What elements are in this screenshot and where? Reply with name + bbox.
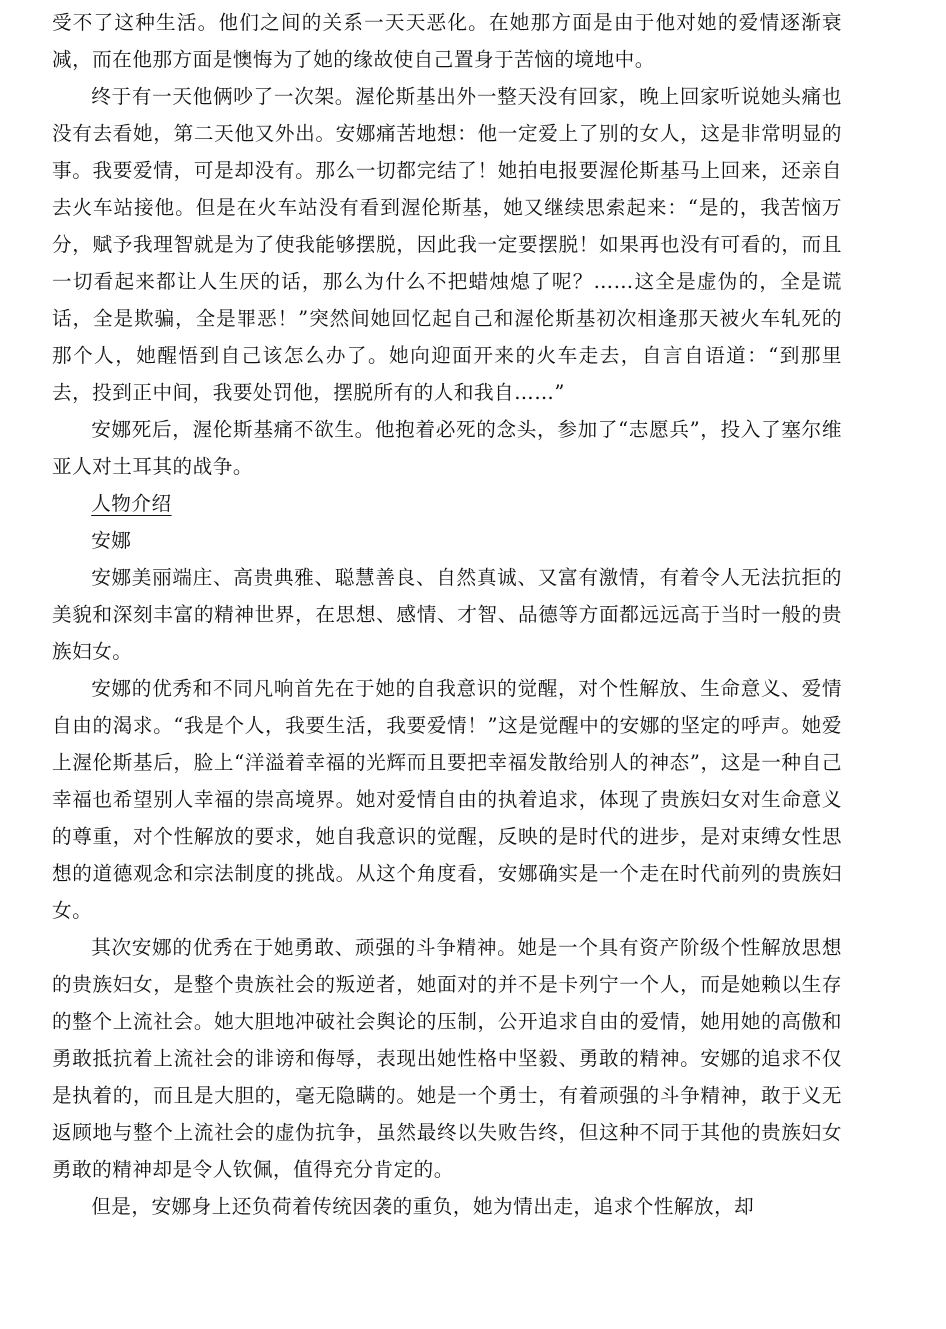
paragraph-anna-courage: 其次安娜的优秀在于她勇敢、顽强的斗争精神。她是一个具有资产阶级个性解放思想的贵族妇女，是整个贵族社会的叛逆者，她面对的并不是卡列宁一个人，而是她赖以生存的整个上流社会。她大胆地冲破社会舆论的压制，公开追求自由的爱情，她用她的高傲和勇敢抵抗着上流社会的诽谤和侮辱，表现出她性格中坚毅、勇敢的精神。安娜的追求不仅是执着的，而且是大胆的，毫无隐瞒的。她是一个勇士，有着顽强的斗争精神，敢于义无返顾地与整个上流社会的虚伪抗争，虽然最终以失败告终，但这种不同于其他的贵族妇女勇敢的精神却是令人钦佩，值得充分肯定的。	[52, 936, 842, 1181]
character-subheading: 安娜	[91, 529, 132, 552]
paragraph-continued: 受不了这种生活。他们之间的关系一天天恶化。在她那方面是由于他对她的爱情逐渐衰减，而在他那方面是懊悔为了她的缘故使自己置身于苦恼的境地中。	[52, 11, 842, 71]
section-heading	[52, 485, 842, 522]
paragraph-quarrel: 终于有一天他俩吵了一次架。渥伦斯基出外一整天没有回家，晚上回家听说她头痛也没有去看她，第二天他又外出。安娜痛苦地想：他一定爱上了别的女人，这是非常明显的事。我要爱情，可是却没有。那么一切都完结了！她拍电报要渥伦斯基马上回来，还亲自去火车站接他。但是在火车站没有看到渥伦斯基，她又继续思索起来：“是的，我苦恼万分，赋予我理智就是为了使我能够摆脱，因此我一定要摆脱！如果再也没有可看的，而且一切看起来都让人生厌的话，那么为什么不把蜡烛熄了呢？……这全是虚伪的，全是谎话，全是欺骗，全是罪恶！”突然间她回忆起自己和渥伦斯基初次相逢那天被火车轧死的那个人，她醒悟到自己该怎么办了。她向迎面开来的火车走去，自言自语道：“到那里去，投到正中间，我要处罚他，摆脱所有的人和我自……”	[52, 85, 842, 404]
document-page	[52, 4, 842, 1225]
paragraph-anna-burden: 但是，安娜身上还负荷着传统因袭的重负，她为情出走，追求个性解放，却	[91, 1195, 755, 1218]
paragraph-aftermath: 安娜死后，渥伦斯基痛不欲生。他抱着必死的念头，参加了“志愿兵”，投入了塞尔维亚人对土耳其的战争。	[52, 418, 842, 478]
section-heading-text: 人物介绍	[91, 492, 172, 515]
paragraph-anna-awakening: 安娜的优秀和不同凡响首先在于她的自我意识的觉醒，对个性解放、生命意义、爱情自由的渴求。“我是个人，我要生活，我要爱情！”这是觉醒中的安娜的坚定的呼声。她爱上渥伦斯基后，脸上“洋溢着幸福的光辉而且要把幸福发散给别人的神态”，这是一种自己幸福也希望别人幸福的崇高境界。她对爱情自由的执着追求，体现了贵族妇女对生命意义的尊重，对个性解放的要求，她自我意识的觉醒，反映的是时代的进步，是对束缚女性思想的道德观念和宗法制度的挑战。从这个角度看，安娜确实是一个走在时代前列的贵族妇女。	[52, 677, 842, 922]
paragraph-anna-intro: 安娜美丽端庄、高贵典雅、聪慧善良、自然真诚、又富有激情，有着令人无法抗拒的美貌和深刻丰富的精神世界，在思想、感情、才智、品德等方面都远远高于当时一般的贵族妇女。	[52, 566, 842, 663]
